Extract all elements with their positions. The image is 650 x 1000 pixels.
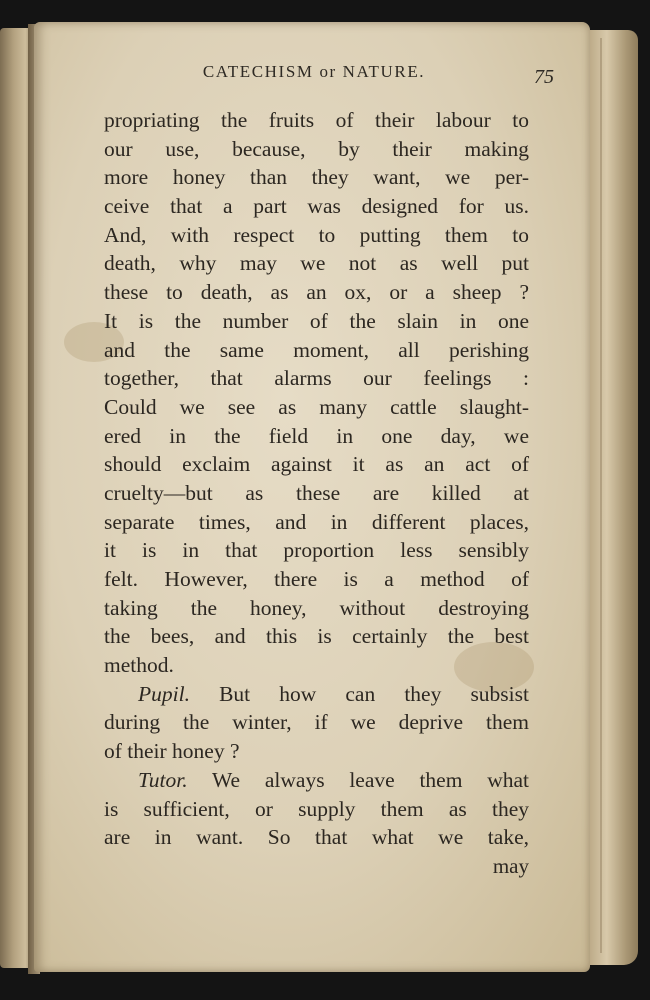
body-text bbox=[104, 106, 529, 852]
text-line: more honey than they want, we per- bbox=[104, 165, 529, 190]
text-line: And, with respect to putting them to bbox=[104, 222, 529, 247]
text-line: are in want. So that what we take, bbox=[104, 825, 529, 850]
text-line: ceive that a part was designed for us. bbox=[104, 194, 529, 219]
text-line: taking the honey, without destroying bbox=[104, 595, 529, 620]
text-line: our use, because, by their making bbox=[104, 136, 529, 161]
page-number: 75 bbox=[534, 66, 554, 88]
running-head-title: CATECHISM or NATURE. bbox=[202, 62, 426, 81]
text-line: felt. However, there is a method of bbox=[104, 567, 529, 591]
text-line: during the winter, if we deprive them bbox=[104, 710, 529, 735]
text-line: It is the number of the slain in one bbox=[104, 308, 529, 333]
text-line: should exclaim against it as an act of bbox=[104, 452, 529, 477]
text-line: cruelty—but as these are killed at bbox=[104, 480, 529, 505]
text-line: is sufficient, or supply them as they bbox=[104, 796, 529, 821]
text-line: the bees, and this is certainly the best bbox=[104, 624, 529, 649]
text-line: together, that alarms our feelings : bbox=[104, 366, 529, 391]
text-line: and the same moment, all perishing bbox=[104, 337, 529, 362]
text-line: death, why may we not as well put bbox=[104, 251, 529, 276]
running-head bbox=[114, 62, 554, 92]
speaker-label: Pupil. bbox=[138, 681, 190, 706]
text-line: these to death, as an ox, or a sheep ? bbox=[104, 280, 529, 305]
dialogue-line-pupil: Pupil. But how can they subsist bbox=[138, 681, 529, 706]
text-line: of their honey ? bbox=[104, 739, 240, 764]
text-line: Could we see as many cattle slaught- bbox=[104, 394, 529, 419]
text-line: separate times, and in different places, bbox=[104, 509, 529, 534]
text-line: method. bbox=[104, 653, 174, 678]
speaker-label: Tutor. bbox=[138, 767, 188, 792]
dialogue-line-tutor: Tutor. We always leave them what bbox=[138, 767, 529, 792]
book-page bbox=[34, 22, 590, 972]
text-line: propriating the fruits of their labour to bbox=[104, 108, 529, 132]
catchword: may bbox=[492, 854, 529, 878]
text-line: ered in the field in one day, we bbox=[104, 423, 529, 448]
text-line: it is in that proportion less sensibly bbox=[104, 538, 529, 563]
